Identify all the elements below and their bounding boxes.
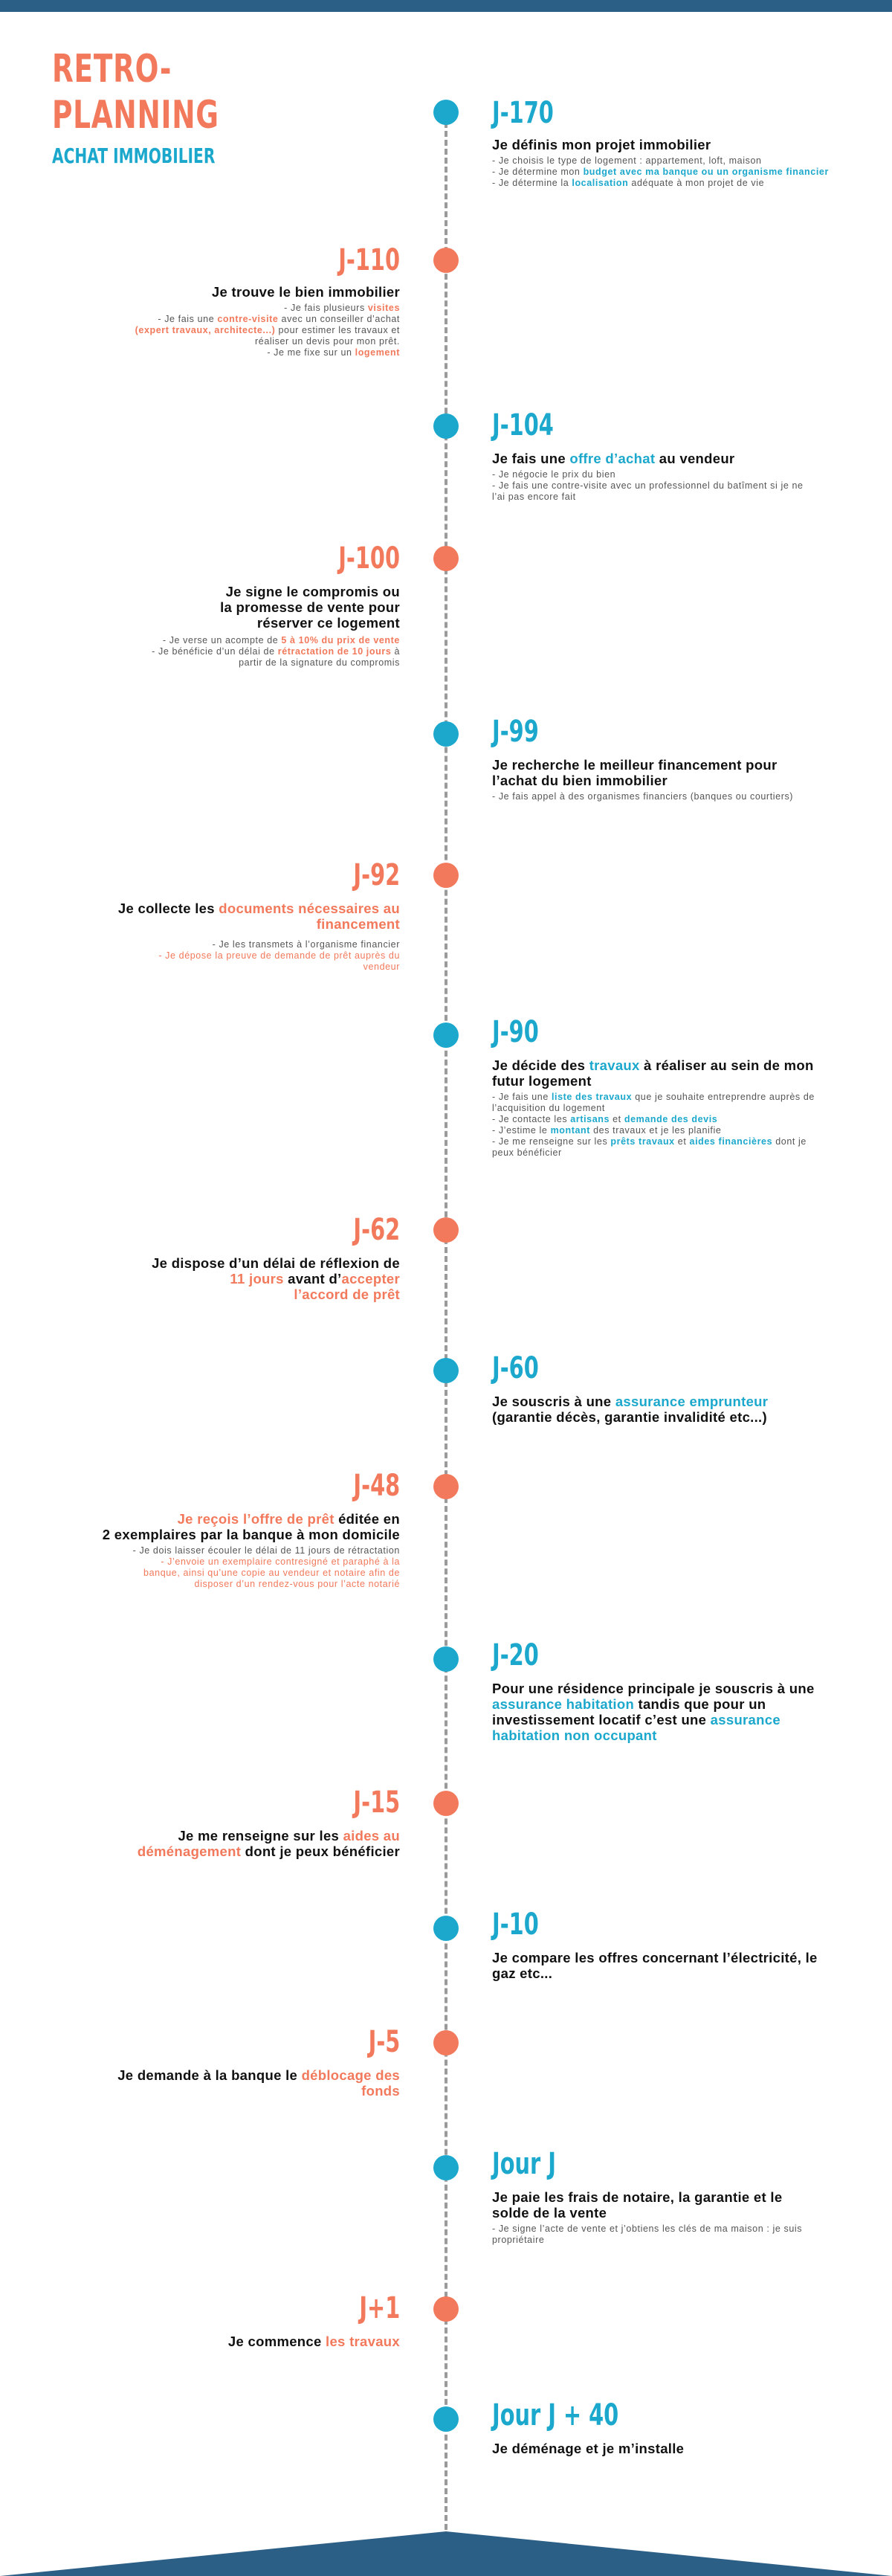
page-title-line-1: RETRO- bbox=[52, 47, 172, 91]
step-day: J-104 bbox=[492, 408, 554, 442]
step-day: J-170 bbox=[492, 96, 554, 130]
step-title: Je signe le compromis ou la promesse de vente pour réserver ce logement bbox=[220, 584, 400, 631]
timeline-dot bbox=[433, 1474, 459, 1499]
step-j20 bbox=[492, 1638, 864, 1743]
step-j100 bbox=[28, 541, 400, 669]
step-title: Je commence les travaux bbox=[227, 2334, 400, 2349]
page-subtitle: ACHAT IMMOBILIER bbox=[52, 144, 216, 168]
timeline-dot bbox=[433, 546, 459, 571]
step-title: Pour une résidence principale je souscris à une assurance habitation tandis que pour un investissement locatif c’est une assurance habitation non occupant bbox=[492, 1681, 815, 1743]
step-day: J-48 bbox=[353, 1469, 400, 1503]
timeline-dot bbox=[433, 1646, 459, 1672]
step-day: Jour J + 40 bbox=[492, 2398, 619, 2432]
step-title: Je définis mon projet immobilier bbox=[492, 137, 711, 152]
step-title: Je dispose d’un délai de réflexion de 11 jours avant d’accepter l’accord de prêt bbox=[152, 1255, 400, 1302]
step-title: Je compare les offres concernant l’électricité, le gaz etc... bbox=[492, 1950, 818, 1981]
step-j48 bbox=[28, 1468, 400, 1590]
step-day: J-60 bbox=[492, 1351, 539, 1385]
timeline-dot bbox=[433, 1916, 459, 1941]
step-j90 bbox=[492, 1014, 864, 1159]
timeline-dot bbox=[433, 721, 459, 747]
step-j62 bbox=[28, 1212, 400, 1302]
step-day: J-20 bbox=[492, 1638, 539, 1672]
timeline-dot bbox=[433, 2406, 459, 2432]
step-j170 bbox=[492, 95, 864, 189]
timeline-dot bbox=[433, 2155, 459, 2180]
timeline-dot bbox=[433, 1791, 459, 1816]
step-title: Je recherche le meilleur financement pour l’achat du bien immobilier bbox=[492, 757, 778, 788]
step-title: Je me renseigne sur les aides au déménagement dont je peux bénéficier bbox=[137, 1828, 400, 1859]
step-day: J-100 bbox=[338, 541, 400, 576]
step-jour-j-40 bbox=[492, 2398, 864, 2456]
step-details: - Je les transmets à l’organisme financier - Je dépose la preuve de demande de prêt auprès du vendeur bbox=[158, 939, 400, 972]
timeline-dot bbox=[433, 1023, 459, 1048]
step-j10 bbox=[492, 1907, 864, 1981]
step-title: Je fais une offre d’achat au vendeur bbox=[492, 451, 735, 466]
step-title: Je paie les frais de notaire, la garantie et le solde de la vente bbox=[492, 2189, 783, 2221]
step-day: J-99 bbox=[492, 715, 539, 749]
timeline-dot bbox=[433, 1217, 459, 1243]
step-j92 bbox=[28, 857, 400, 973]
step-title: Je trouve le bien immobilier bbox=[211, 284, 400, 300]
step-j15 bbox=[28, 1785, 400, 1859]
step-details: - Je signe l’acte de vente et j’obtiens les clés de ma maison : je suis propriétaire bbox=[492, 2224, 803, 2245]
step-j99 bbox=[492, 714, 864, 802]
step-day: J-5 bbox=[368, 2025, 400, 2059]
step-details: - Je fais appel à des organismes financiers (banques ou courtiers) bbox=[492, 791, 794, 802]
step-title: Je collecte les documents nécessaires au financement bbox=[117, 901, 400, 932]
step-day: J-10 bbox=[492, 1907, 539, 1942]
step-details: - Je négocie le prix du bien - Je fais une contre-visite avec un professionnel du batîment si je ne l’ai pas encore fait bbox=[492, 469, 804, 502]
timeline-dot bbox=[433, 1358, 459, 1383]
step-day: J-62 bbox=[353, 1213, 400, 1247]
step-title: Je reçois l’offre de prêt éditée en 2 exemplaires par la banque à mon domicile bbox=[102, 1511, 400, 1542]
step-details: - Je choisis le type de logement : appartement, loft, maison - Je détermine mon budget avec ma banque ou un organisme financier - Je détermine la localisation adéquate à mon projet de vie bbox=[492, 155, 829, 188]
step-day: J-90 bbox=[492, 1015, 539, 1049]
step-title: Je souscris à une assurance emprunteur (garantie décès, garantie invalidité etc...) bbox=[492, 1394, 769, 1425]
step-details: - Je fais plusieurs visites - Je fais une contre-visite avec un conseiller d’achat (expert travaux, architecte...) pour estimer les travaux et réaliser un devis pour mon prêt. - Je me fixe sur un logement bbox=[135, 303, 400, 358]
timeline-dot bbox=[433, 863, 459, 888]
top-band bbox=[0, 0, 892, 12]
step-day: J+1 bbox=[359, 2291, 400, 2325]
page-header bbox=[52, 46, 284, 171]
timeline-dot bbox=[433, 413, 459, 439]
step-day: Jour J bbox=[492, 2147, 556, 2181]
step-j60 bbox=[492, 1350, 864, 1425]
page-title-line-2: PLANNING bbox=[52, 93, 219, 138]
step-jour-j bbox=[492, 2146, 864, 2246]
bottom-band bbox=[0, 2531, 892, 2576]
step-day: J-15 bbox=[353, 1786, 400, 1820]
step-j104 bbox=[492, 408, 864, 503]
timeline-dot bbox=[433, 248, 459, 273]
step-title: Je décide des travaux à réaliser au sein de mon futur logement bbox=[492, 1057, 814, 1089]
step-j-plus-1 bbox=[28, 2290, 400, 2349]
step-title: Je déménage et je m’installe bbox=[492, 2441, 685, 2456]
step-details: - Je dois laisser écouler le délai de 11 jours de rétractation - J’envoie un exemplaire contresigné et paraphé à la banque, ainsi qu’une copie au vendeur et notaire afin de disposer d’un rendez-vous pour l’acte notarié bbox=[132, 1545, 400, 1589]
timeline-dot bbox=[433, 100, 459, 125]
step-title: Je demande à la banque le déblocage des fonds bbox=[117, 2067, 400, 2099]
step-j5 bbox=[28, 2024, 400, 2099]
step-day: J-92 bbox=[353, 858, 400, 892]
step-day: J-110 bbox=[338, 243, 400, 277]
step-details: - Je verse un acompte de 5 à 10% du prix de vente - Je bénéficie d’un délai de rétractation de 10 jours à partir de la signature du compromis bbox=[152, 635, 400, 668]
timeline-dot bbox=[433, 2296, 459, 2322]
step-j110 bbox=[28, 242, 400, 358]
step-details: - Je fais une liste des travaux que je souhaite entreprendre auprès de l’acquisition du logement - Je contacte les artisans et demande des devis - J’estime le montant des travaux et je les planifie - Je me renseigne sur les prêts travaux et aides financières dont je peux bénéficier bbox=[492, 1092, 815, 1158]
timeline-dot bbox=[433, 2030, 459, 2055]
